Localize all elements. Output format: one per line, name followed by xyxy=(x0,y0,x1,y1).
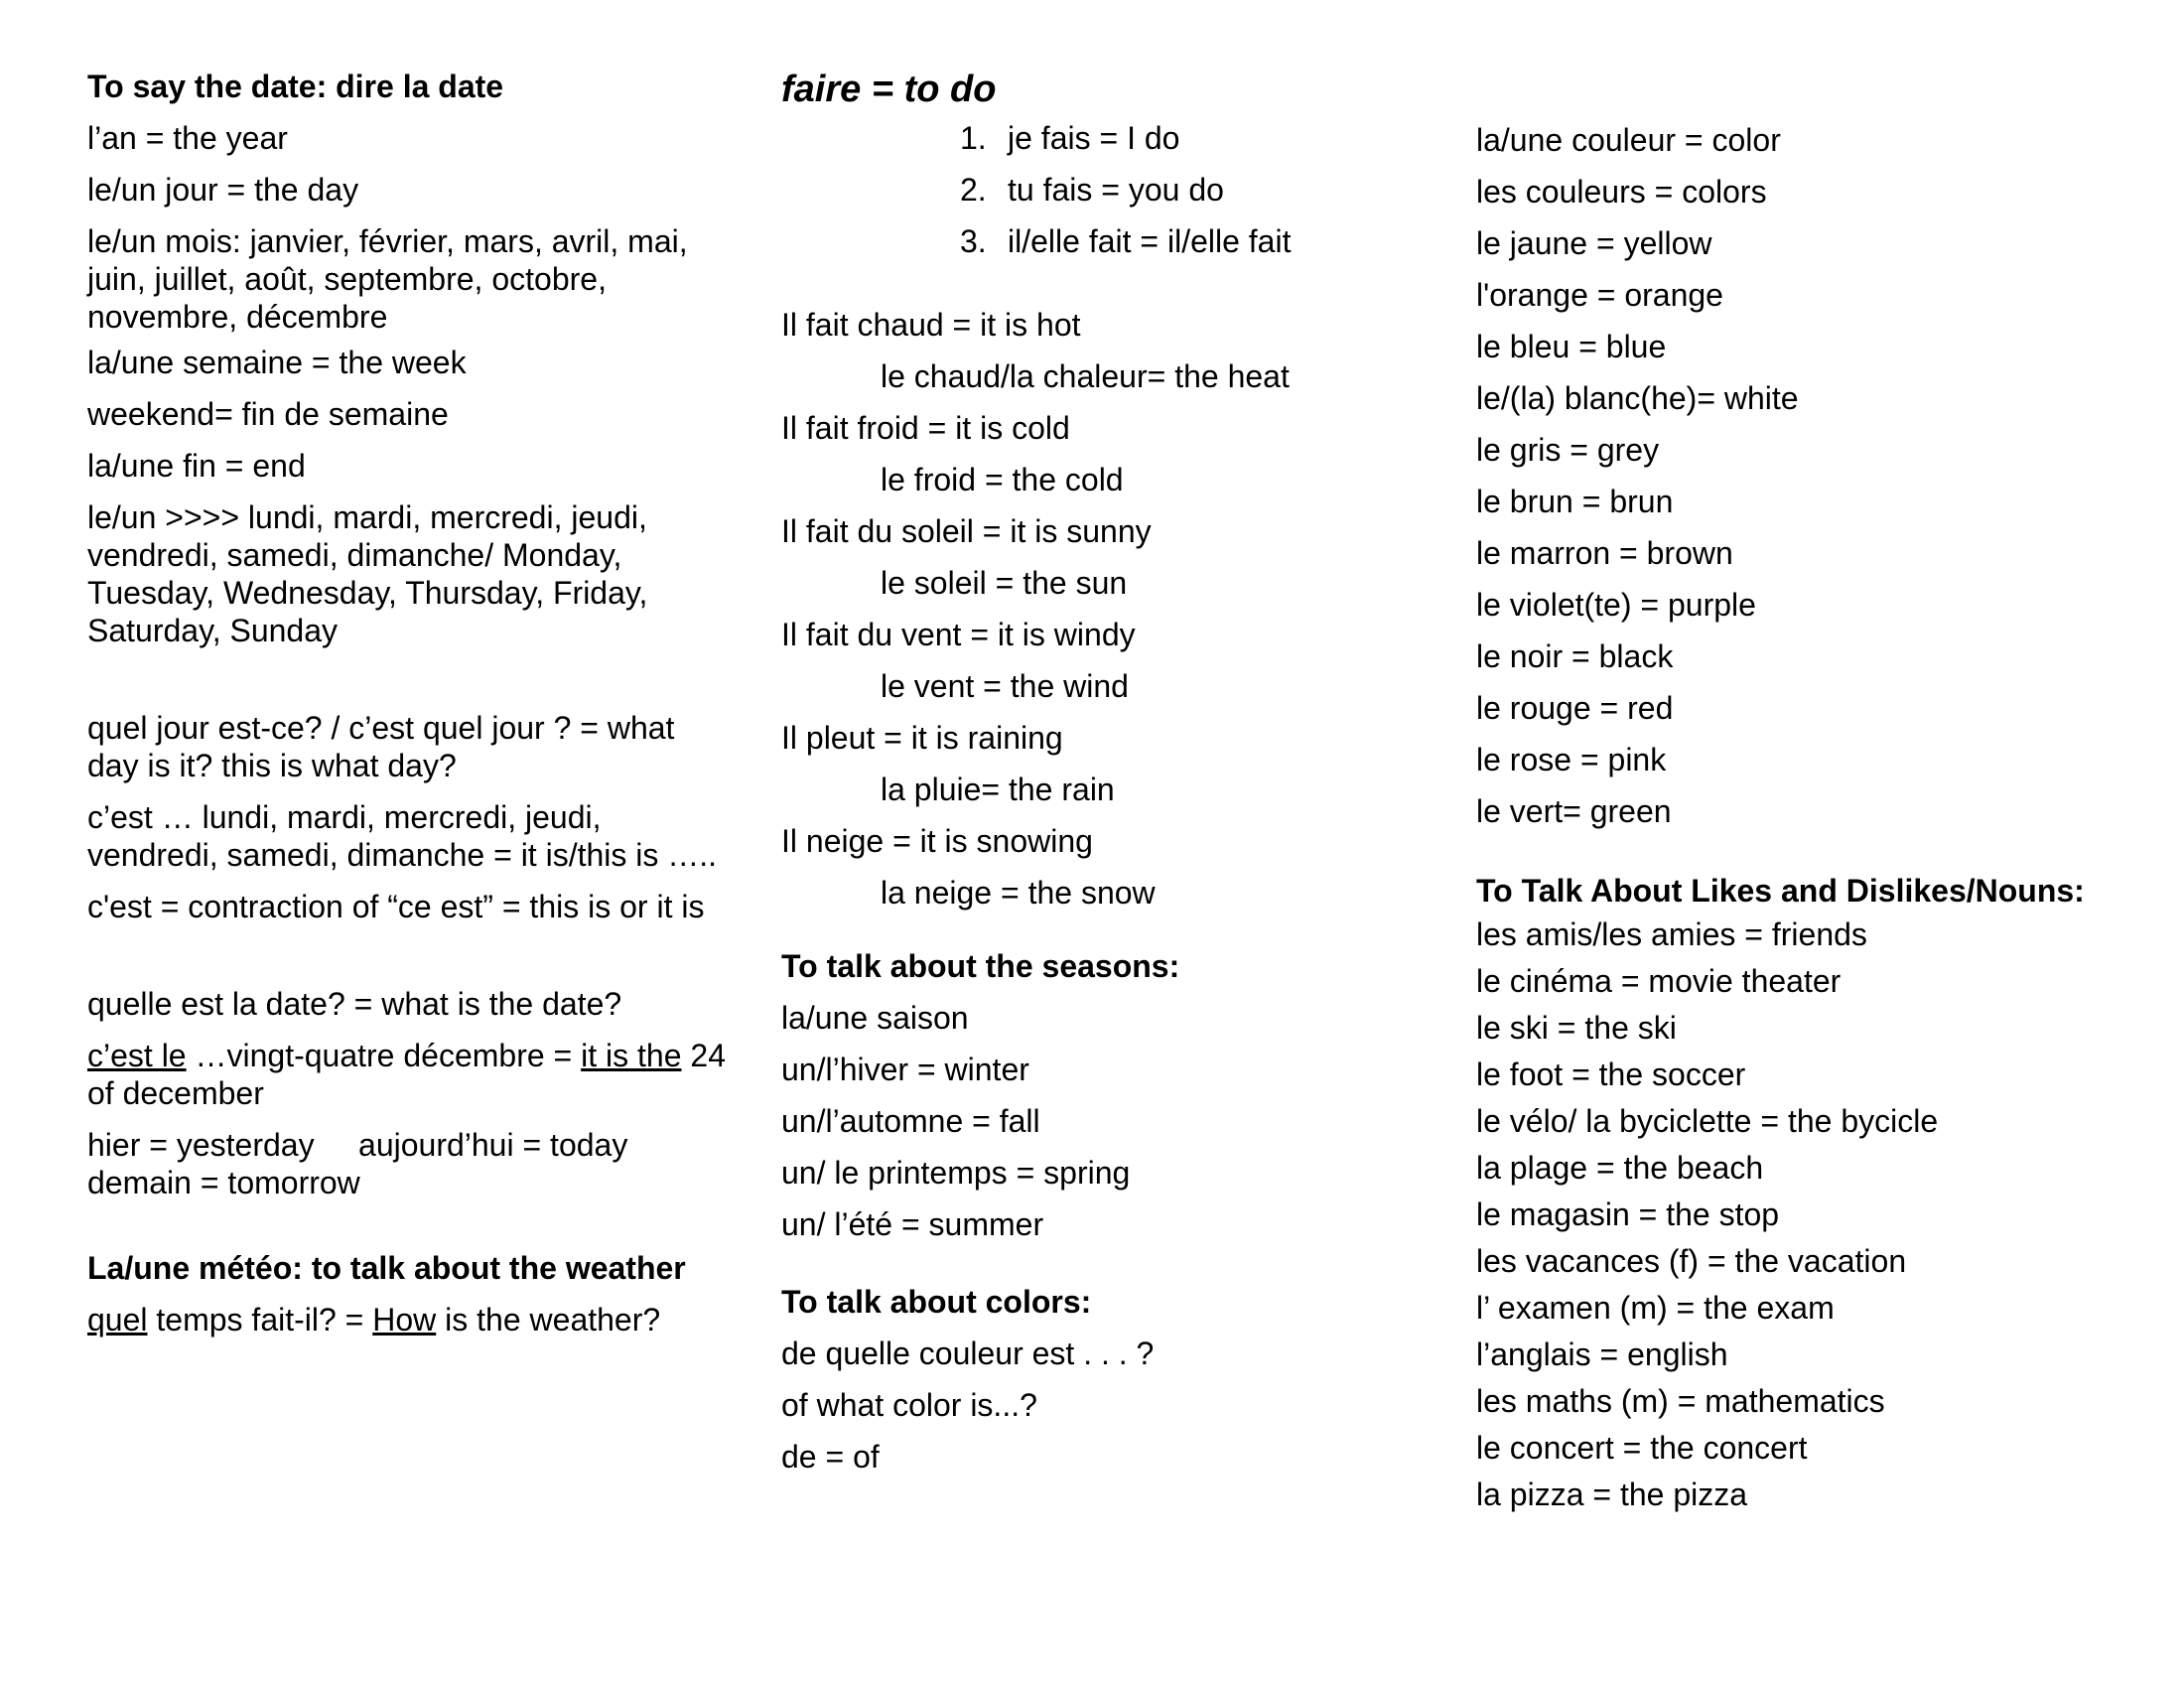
day-line: quel jour est-ce? / c’est quel jour ? = what day is it? this is what day? xyxy=(87,710,675,783)
season-line: la/une saison xyxy=(781,1000,969,1036)
weather-noun-line: la pluie= the rain xyxy=(881,772,1115,807)
color-line: le/(la) blanc(he)= white xyxy=(1476,380,1799,416)
text-segment: temps fait-il? = xyxy=(147,1302,373,1337)
likes-line: les vacances (f) = the vacation xyxy=(1476,1243,1907,1279)
list-item xyxy=(960,119,1417,157)
season-line: un/ le printemps = spring xyxy=(781,1155,1131,1191)
likes-line: le vélo/ la byciclette = the bycicle xyxy=(1476,1103,1939,1139)
list-text: il/elle fait = il/elle fait xyxy=(1008,223,1292,259)
color-line: la/une couleur = color xyxy=(1476,122,1781,158)
color-vocab-list xyxy=(1476,121,2171,830)
likes-line: le magasin = the stop xyxy=(1476,1196,1780,1232)
color-line: l'orange = orange xyxy=(1476,277,1723,313)
color-line: le brun = brun xyxy=(1476,484,1674,519)
weather-noun-line: le vent = the wind xyxy=(881,668,1129,704)
weather-line: Il fait chaud = it is hot xyxy=(781,307,1081,343)
likes-line: le cinéma = movie theater xyxy=(1476,963,1842,999)
underlined-text: quel xyxy=(87,1302,148,1337)
column-colors-likes xyxy=(1476,121,2171,1522)
color-line: le bleu = blue xyxy=(1476,329,1667,364)
date-question: quelle est la date? = what is the date? xyxy=(87,986,622,1022)
column-date-weather xyxy=(87,68,733,1352)
color-line: le violet(te) = purple xyxy=(1476,587,1756,623)
text-segment: 24 of december xyxy=(87,1038,726,1111)
likes-line: le concert = the concert xyxy=(1476,1430,1808,1466)
weather-line: Il pleut = it is raining xyxy=(781,720,1063,756)
color-line: le noir = black xyxy=(1476,638,1674,674)
color-line: les couleurs = colors xyxy=(1476,174,1767,210)
text-segment: hier = yesterday aujourd’hui = today xyxy=(87,1127,628,1163)
hier-line xyxy=(87,1126,733,1164)
likes-vocab-list xyxy=(1476,915,2171,1513)
underlined-text: How xyxy=(372,1302,437,1337)
likes-line: le foot = the soccer xyxy=(1476,1056,1746,1092)
list-item xyxy=(960,222,1417,260)
date-line: la/une fin = end xyxy=(87,448,306,484)
weather-noun-line: la neige = the snow xyxy=(881,875,1156,911)
color-line: le rouge = red xyxy=(1476,690,1674,726)
colors-heading: To talk about colors: xyxy=(781,1284,1092,1320)
season-line: un/l’hiver = winter xyxy=(781,1052,1029,1087)
likes-line: les maths (m) = mathematics xyxy=(1476,1383,1885,1419)
column-faire-seasons xyxy=(781,68,1417,1489)
date-line: le/un >>>> lundi, mardi, mercredi, jeudi, vendredi, samedi, dimanche/ Monday, Tuesday, Wednesday, Thursday, Friday, Saturday, Sunday xyxy=(87,499,648,648)
faire-conjugation-list xyxy=(781,119,1417,260)
date-line: l’an = the year xyxy=(87,120,288,156)
season-line: un/l’automne = fall xyxy=(781,1103,1040,1139)
weather-heading: La/une météo: to talk about the weather xyxy=(87,1250,686,1286)
date-heading: To say the date: dire la date xyxy=(87,69,504,104)
weather-expressions xyxy=(781,306,1417,912)
likes-line: l’anglais = english xyxy=(1476,1336,1728,1372)
weather-line: Il neige = it is snowing xyxy=(781,823,1093,859)
list-item xyxy=(960,171,1417,209)
likes-line: la pizza = the pizza xyxy=(1476,1477,1748,1512)
colors-question-line: of what color is...? xyxy=(781,1387,1037,1423)
likes-line: le ski = the ski xyxy=(1476,1010,1677,1046)
color-line: le marron = brown xyxy=(1476,535,1733,571)
list-text: je fais = I do xyxy=(1008,120,1180,156)
text-segment: …vingt-quatre décembre = xyxy=(186,1038,582,1073)
weather-line: Il fait du vent = it is windy xyxy=(781,617,1136,652)
color-line: le jaune = yellow xyxy=(1476,225,1712,261)
underlined-text: it is the xyxy=(581,1038,682,1073)
date-line: le/un mois: janvier, février, mars, avril, mai, juin, juillet, août, septembre, octobre, novembre, décembre xyxy=(87,223,688,335)
weather-noun-line: le froid = the cold xyxy=(881,462,1124,497)
list-number: 3. xyxy=(960,223,987,259)
color-line: le rose = pink xyxy=(1476,742,1667,777)
colors-question-line: de quelle couleur est . . . ? xyxy=(781,1336,1155,1371)
date-line: weekend= fin de semaine xyxy=(87,396,449,432)
list-number: 1. xyxy=(960,120,987,156)
likes-line: les amis/les amies = friends xyxy=(1476,916,1867,952)
date-line: la/une semaine = the week xyxy=(87,345,467,380)
text-segment: is the weather? xyxy=(436,1302,661,1337)
weather-noun-line: le soleil = the sun xyxy=(881,565,1128,601)
cest-le-line xyxy=(87,1037,733,1112)
weather-question xyxy=(87,1301,733,1338)
likes-heading: To Talk About Likes and Dislikes/Nouns: xyxy=(1476,873,2085,909)
seasons-heading: To talk about the seasons: xyxy=(781,948,1180,984)
date-line: le/un jour = the day xyxy=(87,172,359,208)
colors-question-line: de = of xyxy=(781,1439,880,1475)
season-line: un/ l’été = summer xyxy=(781,1206,1044,1242)
day-line: c’est … lundi, mardi, mercredi, jeudi, vendredi, samedi, dimanche = it is/this is ….. xyxy=(87,799,718,873)
list-number: 2. xyxy=(960,172,987,208)
weather-line: Il fait froid = it is cold xyxy=(781,410,1070,446)
list-text: tu fais = you do xyxy=(1008,172,1224,208)
color-line: le gris = grey xyxy=(1476,432,1660,468)
demain-line: demain = tomorrow xyxy=(87,1165,360,1200)
underlined-text: c’est le xyxy=(87,1038,187,1073)
day-line: c'est = contraction of “ce est” = this is or it is xyxy=(87,889,705,924)
color-line: le vert= green xyxy=(1476,793,1672,829)
likes-line: la plage = the beach xyxy=(1476,1150,1764,1186)
weather-line: Il fait du soleil = it is sunny xyxy=(781,513,1152,549)
likes-line: l’ examen (m) = the exam xyxy=(1476,1290,1835,1326)
faire-title: faire = to do xyxy=(781,69,997,110)
weather-noun-line: le chaud/la chaleur= the heat xyxy=(881,358,1290,394)
